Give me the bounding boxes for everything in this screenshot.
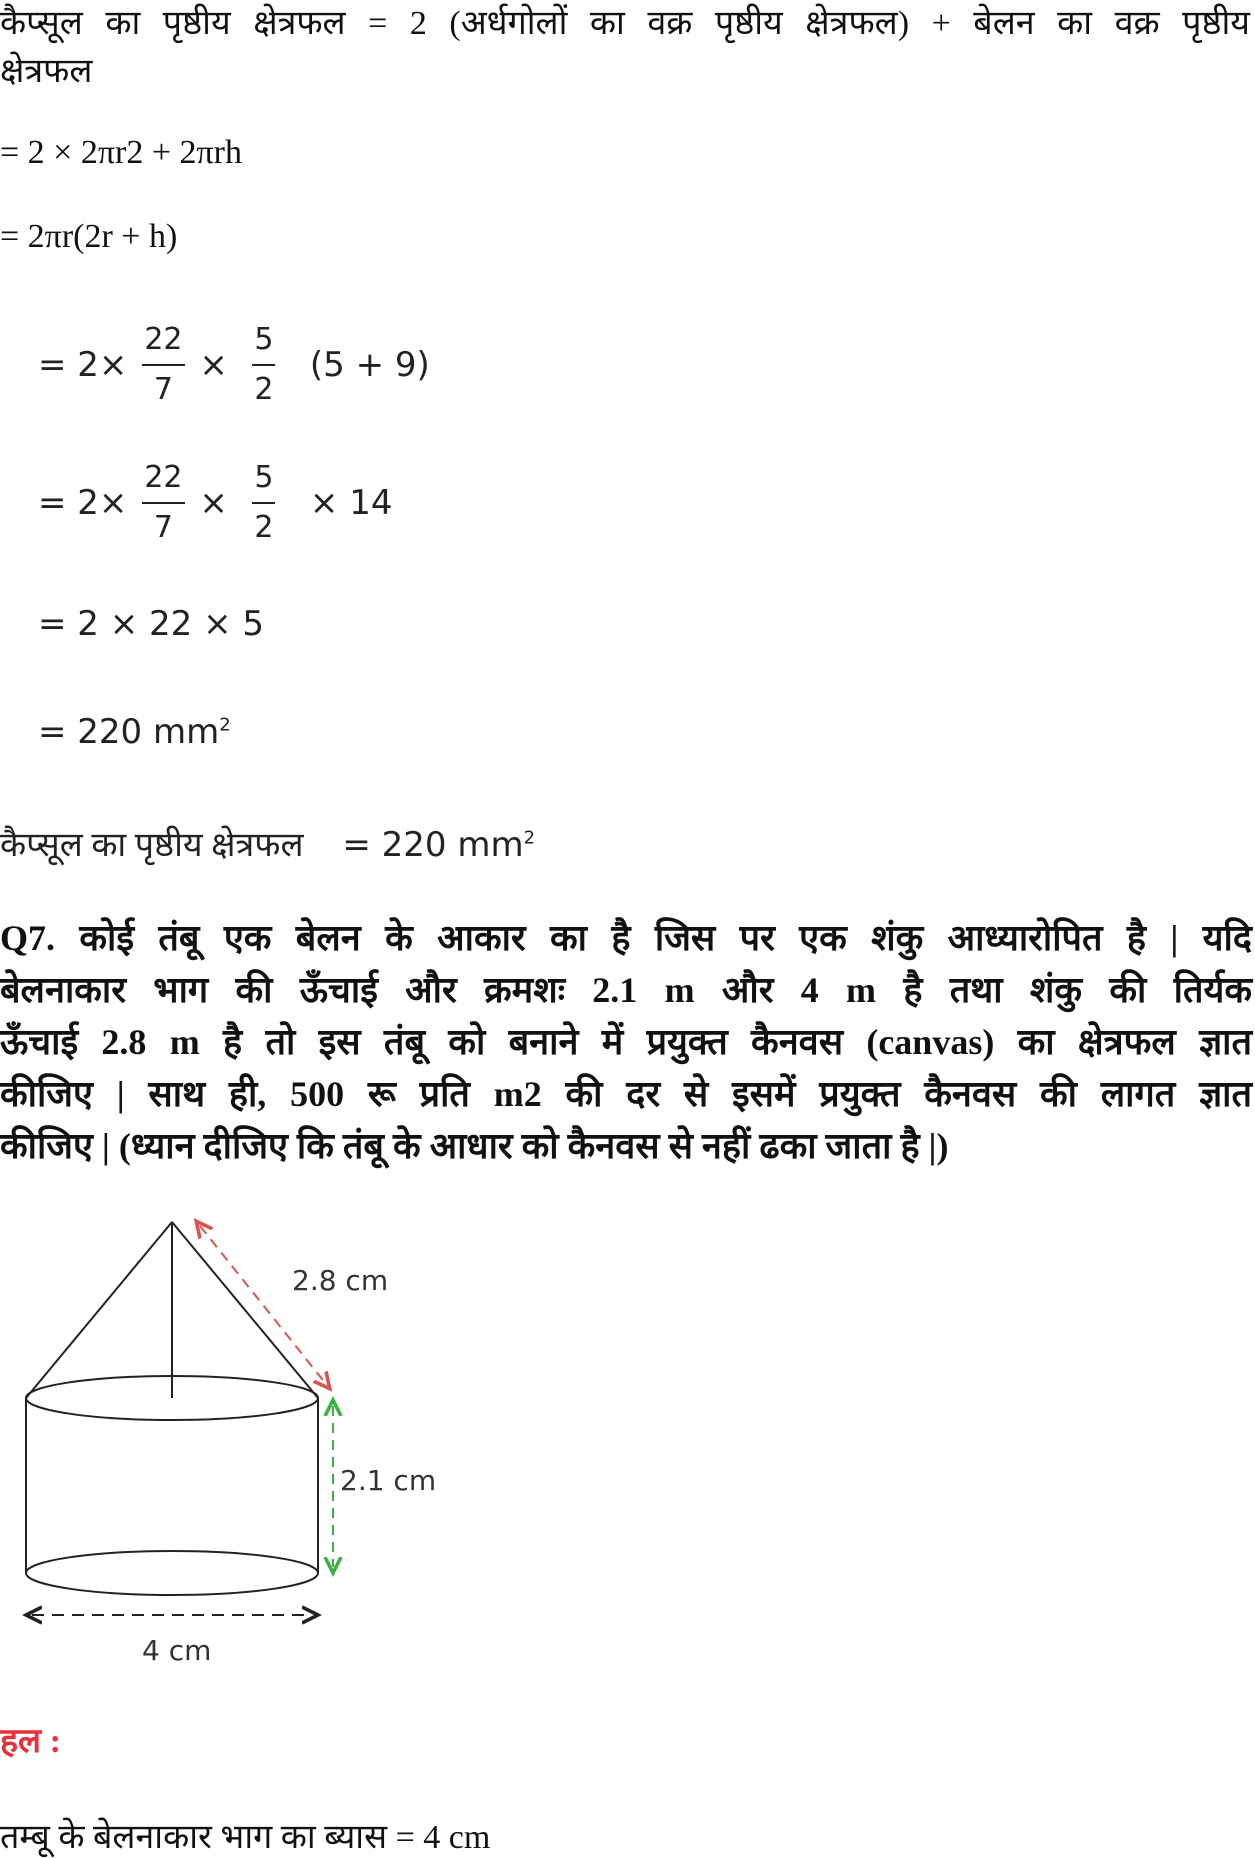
step-4-fraction-1 xyxy=(141,460,185,546)
fraction-denominator: 7 xyxy=(153,372,173,407)
fraction-numerator: 22 xyxy=(142,460,184,504)
step-4-fraction-2 xyxy=(242,460,286,546)
step-3-prefix: = 2× xyxy=(38,345,128,385)
times-sign: × xyxy=(199,483,228,523)
result-label: कैप्सूल का पृष्ठीय क्षेत्रफल xyxy=(0,827,304,864)
fraction-numerator: 5 xyxy=(252,322,275,366)
fraction-numerator: 22 xyxy=(142,322,184,366)
step-1: = 2 × 2πr2 + 2πrh xyxy=(0,134,243,171)
diameter-label: 4 cm xyxy=(142,1634,212,1667)
cylinder-bottom-ellipse xyxy=(26,1551,318,1595)
question-line-2: बेलनाकार भाग की ऊँचाई और क्रमशः 2.1 m और 4 m है तथा शंकु की तिर्यक xyxy=(0,970,1252,1010)
question-q7 xyxy=(0,912,1252,1172)
slant-height-arrow xyxy=(200,1226,326,1384)
cone-left-edge xyxy=(26,1222,172,1398)
step-3 xyxy=(38,322,430,408)
step-5: = 2 × 22 × 5 xyxy=(38,604,265,644)
question-line-1: Q7. कोई तंबू एक बेलन के आकार का है जिस पर एक शंकु आध्यारोपित है | यदि xyxy=(0,918,1252,958)
step-4 xyxy=(38,460,392,546)
cylinder-height-label: 2.1 cm xyxy=(340,1464,437,1497)
question-line-3: ऊँचाई 2.8 m है तो इस तंबू को बनाने में प्रयुक्त कैनवस (canvas) का क्षेत्रफल ज्ञात xyxy=(0,1022,1252,1062)
step-3-suffix: (5 + 9) xyxy=(309,345,430,385)
cone-right-edge xyxy=(172,1222,318,1398)
question-line-5: कीजिए | (ध्यान दीजिए कि तंबू के आधार को कैनवस से नहीं ढका जाता है |) xyxy=(0,1126,949,1166)
fraction-denominator: 7 xyxy=(153,510,173,545)
result-line xyxy=(0,820,535,866)
fraction-numerator: 5 xyxy=(252,460,275,504)
step-3-fraction-2 xyxy=(242,322,286,408)
question-line-4: कीजिए | साथ ही, 500 रू प्रति m2 की दर से इसमें प्रयुक्त कैनवस की लागत ज्ञात xyxy=(0,1074,1252,1114)
fraction-denominator: 2 xyxy=(254,372,274,407)
solution-line-1: तम्बू के बेलनाकार भाग का ब्यास = 4 cm xyxy=(0,1819,491,1856)
superscript: 2 xyxy=(219,714,231,736)
fraction-denominator: 2 xyxy=(254,510,274,545)
step-4-suffix: × 14 xyxy=(309,483,393,523)
intro-line-2: क्षेत्रफल xyxy=(0,53,93,90)
step-2: = 2πr(2r + h) xyxy=(0,218,178,255)
step-6-value: = 220 mm xyxy=(38,712,220,752)
step-3-fraction-1 xyxy=(141,322,185,408)
solution-heading: हल : xyxy=(0,1723,61,1760)
step-6 xyxy=(38,712,231,752)
times-sign: × xyxy=(199,345,228,385)
superscript: 2 xyxy=(523,827,536,849)
step-4-prefix: = 2× xyxy=(38,483,128,523)
slant-height-label: 2.8 cm xyxy=(292,1264,389,1297)
tent-diagram xyxy=(0,1200,480,1680)
result-value: = 220 mm xyxy=(342,825,524,865)
intro-line-1: कैप्सूल का पृष्ठीय क्षेत्रफल = 2 (अर्धगोलों का वक्र पृष्ठीय क्षेत्रफल) + बेलन का वक्र पृष्ठीय xyxy=(0,5,1250,42)
